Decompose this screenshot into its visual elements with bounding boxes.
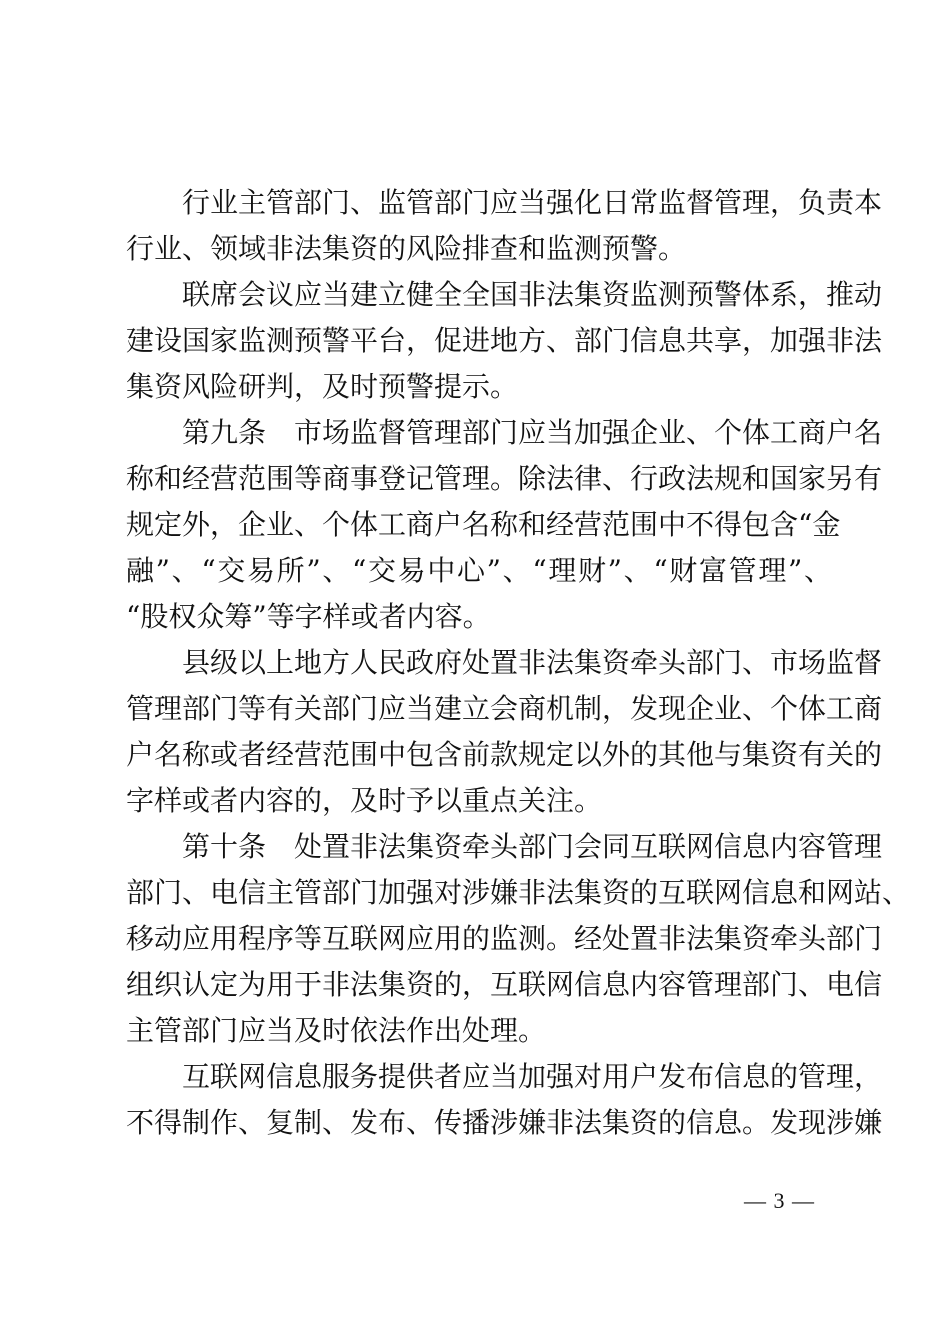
text-line: 管理部门等有关部门应当建立会商机制，发现企业、个体工商 (126, 692, 883, 725)
paragraph (126, 824, 911, 1054)
text-line: 第十条 处置非法集资牵头部门会同互联网信息内容管理 (182, 830, 883, 863)
text-line: “股权众筹”等字样或者内容。 (126, 600, 491, 633)
text-line: 主管部门应当及时依法作出处理。 (126, 1014, 547, 1047)
text-line: 融”、“交易所”、“交易中心”、“理财”、“财富管理”、 (126, 554, 832, 587)
page-number: — 3 — (744, 1188, 815, 1213)
text-line: 互联网信息服务提供者应当加强对用户发布信息的管理， (182, 1060, 883, 1093)
text-line: 建设国家监测预警平台，促进地方、部门信息共享，加强非法 (126, 324, 883, 357)
text-line: 移动应用程序等互联网应用的监测。经处置非法集资牵头部门 (126, 922, 883, 955)
paragraph (126, 410, 883, 640)
text-line: 不得制作、复制、发布、传播涉嫌非法集资的信息。发现涉嫌 (126, 1106, 883, 1139)
text-line: 称和经营范围等商事登记管理。除法律、行政法规和国家另有 (126, 462, 883, 495)
text-line: 行业、领域非法集资的风险排查和监测预警。 (126, 232, 687, 265)
text-line: 行业主管部门、监管部门应当强化日常监督管理，负责本 (182, 186, 883, 219)
text-line: 户名称或者经营范围中包含前款规定以外的其他与集资有关的 (126, 738, 883, 771)
paragraph (126, 272, 883, 410)
text-line: 联席会议应当建立健全全国非法集资监测预警体系，推动 (182, 278, 883, 311)
paragraph (126, 180, 883, 272)
paragraph (126, 640, 883, 824)
text-line: 第九条 市场监督管理部门应当加强企业、个体工商户名 (182, 416, 883, 449)
text-line: 字样或者内容的，及时予以重点关注。 (126, 784, 603, 817)
text-line: 组织认定为用于非法集资的，互联网信息内容管理部门、电信 (126, 968, 883, 1001)
text-line: 集资风险研判，及时预警提示。 (126, 370, 519, 403)
document-body (126, 180, 911, 1146)
paragraph (126, 1054, 883, 1146)
text-line: 县级以上地方人民政府处置非法集资牵头部门、市场监督 (182, 646, 883, 679)
text-line: 规定外，企业、个体工商户名称和经营范围中不得包含“金 (126, 508, 841, 541)
text-line: 部门、电信主管部门加强对涉嫌非法集资的互联网信息和网站、 (126, 876, 911, 909)
